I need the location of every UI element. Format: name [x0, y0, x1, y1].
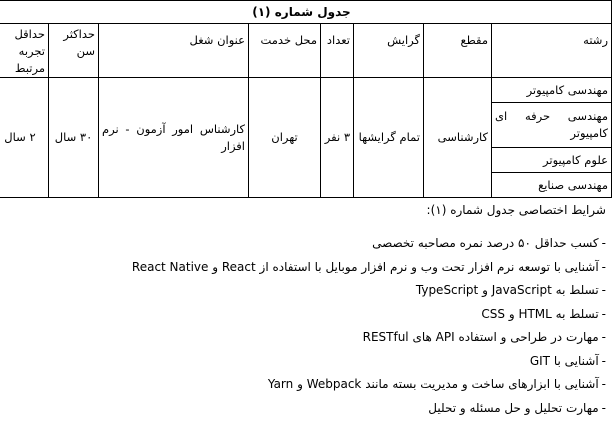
list-item: [6, 375, 606, 399]
header-job-title: عنوان شغل: [99, 24, 249, 78]
header-max-age: حداکثر سن: [49, 24, 99, 78]
bullet-dash: -: [601, 353, 606, 368]
count-cell: ۳ نفر: [321, 78, 354, 198]
header-min-experience: حداقل تجربه مرتبط: [0, 24, 49, 78]
list-item-text: مهارت در طراحی و استفاده API های RESTful: [362, 330, 599, 344]
bullet-dash: -: [601, 259, 606, 274]
bullet-dash: -: [601, 377, 606, 391]
bullet-dash: -: [601, 400, 606, 415]
list-item: [6, 281, 606, 305]
list-item: [6, 399, 606, 423]
list-item-text: تسلط به HTML و CSS: [481, 306, 599, 321]
orientation-cell: تمام گرایشها: [354, 78, 424, 198]
header-orientation: گرایش: [354, 24, 424, 78]
list-item-text: کسب حداقل ۵۰ درصد نمره مصاحبه تخصصی: [372, 236, 599, 250]
location-cell: تهران: [249, 78, 321, 198]
conditions-title: شرایط اختصاصی جدول شماره (۱):: [426, 203, 606, 217]
max-age-cell: ۳۰ سال: [49, 78, 99, 198]
list-item: [6, 234, 606, 258]
conditions-list: [6, 234, 606, 422]
bullet-dash: -: [601, 330, 606, 344]
table-title: جدول شماره (۱): [0, 1, 612, 24]
major-cell: مهندسی صنایع: [492, 173, 612, 198]
level-cell: کارشناسی: [424, 78, 492, 198]
list-item-text: آشنایی با ابزارهای ساخت و مدیریت بسته مانند Webpack و Yarn: [267, 377, 599, 391]
list-item: [6, 305, 606, 329]
list-item: [6, 328, 606, 352]
list-item-text: آشنایی با توسعه نرم افزار تحت وب و نرم افزار موبایل با استفاده از React و React Native: [131, 259, 599, 274]
header-level: مقطع: [424, 24, 492, 78]
header-major: رشته: [492, 24, 612, 78]
header-location: محل خدمت: [249, 24, 321, 78]
bullet-dash: -: [601, 306, 606, 321]
list-item: [6, 258, 606, 282]
header-count: تعداد: [321, 24, 354, 78]
list-item: [6, 352, 606, 376]
major-cell: مهندسی حرفه ای کامپیوتر: [492, 103, 612, 148]
job-title-cell: کارشناس امور آزمون - نرم افزار: [99, 78, 249, 198]
major-cell: علوم کامپیوتر: [492, 148, 612, 173]
major-cell: مهندسی کامپیوتر: [492, 78, 612, 103]
list-item-text: تسلط به JavaScript و TypeScript: [415, 283, 599, 297]
list-item-text: آشنایی با GIT: [529, 353, 599, 368]
list-item-text: مهارت تحلیل و حل مسئله و تحلیل: [428, 400, 599, 415]
job-table: [0, 0, 612, 198]
bullet-dash: -: [601, 236, 606, 250]
min-experience-cell: ۲ سال: [0, 78, 49, 198]
bullet-dash: -: [601, 283, 606, 297]
conditions-section: [6, 202, 606, 415]
